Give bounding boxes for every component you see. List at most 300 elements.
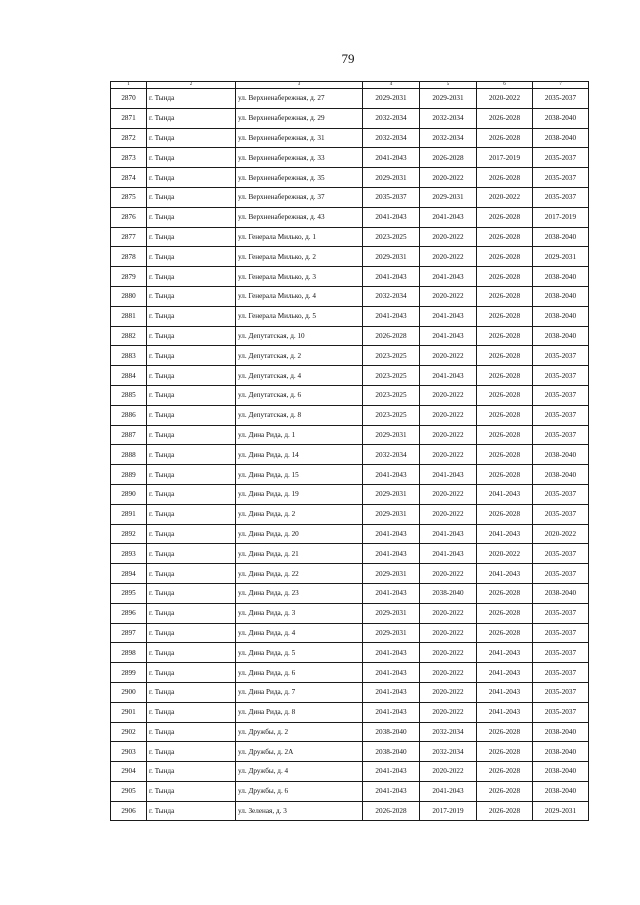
- row-number-cell: 2888: [111, 445, 147, 465]
- period-cell: 2020-2022: [533, 524, 589, 544]
- period-cell: 2020-2022: [420, 385, 477, 405]
- period-cell: 2035-2037: [533, 643, 589, 663]
- period-cell: 2026-2028: [477, 583, 533, 603]
- table-row: [111, 801, 589, 821]
- address-cell: ул. Дина Рида, д. 20: [236, 524, 363, 544]
- address-cell: ул. Генерала Милько, д. 5: [236, 306, 363, 326]
- period-cell: 2023-2025: [363, 346, 420, 366]
- period-cell: 2017-2019: [533, 207, 589, 227]
- period-cell: 2035-2037: [533, 484, 589, 504]
- period-cell: 2041-2043: [420, 326, 477, 346]
- period-cell: 2026-2028: [477, 346, 533, 366]
- row-number-cell: 2893: [111, 544, 147, 564]
- period-cell: 2029-2031: [363, 564, 420, 584]
- period-cell: 2038-2040: [533, 267, 589, 287]
- period-cell: 2029-2031: [533, 247, 589, 267]
- period-cell: 2020-2022: [420, 425, 477, 445]
- period-cell: 2026-2028: [477, 168, 533, 188]
- table-row: [111, 524, 589, 544]
- period-cell: 2026-2028: [477, 762, 533, 782]
- address-cell: ул. Верхненабережная, д. 33: [236, 148, 363, 168]
- row-number-cell: 2876: [111, 207, 147, 227]
- period-cell: 2026-2028: [477, 623, 533, 643]
- column-number-row: [111, 82, 589, 89]
- period-cell: 2038-2040: [420, 583, 477, 603]
- row-number-cell: 2870: [111, 89, 147, 109]
- period-cell: 2029-2031: [363, 484, 420, 504]
- address-cell: ул. Дина Рида, д. 7: [236, 682, 363, 702]
- city-cell: г. Тында: [147, 801, 236, 821]
- address-cell: ул. Дина Рида, д. 8: [236, 702, 363, 722]
- period-cell: 2020-2022: [420, 702, 477, 722]
- period-cell: 2026-2028: [477, 366, 533, 386]
- column-header: 6: [477, 82, 533, 89]
- city-cell: г. Тында: [147, 643, 236, 663]
- period-cell: 2020-2022: [420, 247, 477, 267]
- period-cell: 2032-2034: [420, 742, 477, 762]
- period-cell: 2035-2037: [533, 187, 589, 207]
- address-cell: ул. Дина Рида, д. 22: [236, 564, 363, 584]
- period-cell: 2038-2040: [533, 286, 589, 306]
- period-cell: 2026-2028: [477, 742, 533, 762]
- period-cell: 2029-2031: [420, 187, 477, 207]
- period-cell: 2020-2022: [477, 187, 533, 207]
- row-number-cell: 2896: [111, 603, 147, 623]
- city-cell: г. Тында: [147, 306, 236, 326]
- period-cell: 2041-2043: [420, 366, 477, 386]
- period-cell: 2026-2028: [477, 286, 533, 306]
- address-cell: ул. Депутатская, д. 4: [236, 366, 363, 386]
- period-cell: 2041-2043: [420, 465, 477, 485]
- period-cell: 2026-2028: [477, 722, 533, 742]
- city-cell: г. Тында: [147, 564, 236, 584]
- period-cell: 2026-2028: [477, 326, 533, 346]
- period-cell: 2026-2028: [477, 247, 533, 267]
- period-cell: 2017-2019: [420, 801, 477, 821]
- address-cell: ул. Депутатская, д. 10: [236, 326, 363, 346]
- city-cell: г. Тында: [147, 187, 236, 207]
- period-cell: 2041-2043: [363, 544, 420, 564]
- table-row: [111, 781, 589, 801]
- row-number-cell: 2879: [111, 267, 147, 287]
- city-cell: г. Тында: [147, 326, 236, 346]
- period-cell: 2026-2028: [477, 781, 533, 801]
- city-cell: г. Тында: [147, 583, 236, 603]
- city-cell: г. Тында: [147, 366, 236, 386]
- period-cell: 2029-2031: [533, 801, 589, 821]
- row-number-cell: 2905: [111, 781, 147, 801]
- address-cell: ул. Дина Рида, д. 3: [236, 603, 363, 623]
- city-cell: г. Тында: [147, 762, 236, 782]
- period-cell: 2020-2022: [420, 603, 477, 623]
- period-cell: 2020-2022: [477, 89, 533, 109]
- row-number-cell: 2882: [111, 326, 147, 346]
- row-number-cell: 2878: [111, 247, 147, 267]
- period-cell: 2026-2028: [477, 465, 533, 485]
- city-cell: г. Тында: [147, 148, 236, 168]
- address-cell: ул. Дина Рида, д. 2: [236, 504, 363, 524]
- table-row: [111, 187, 589, 207]
- period-cell: 2017-2019: [477, 148, 533, 168]
- city-cell: г. Тында: [147, 544, 236, 564]
- period-cell: 2035-2037: [533, 366, 589, 386]
- row-number-cell: 2901: [111, 702, 147, 722]
- city-cell: г. Тында: [147, 247, 236, 267]
- period-cell: 2026-2028: [477, 504, 533, 524]
- address-cell: ул. Верхненабережная, д. 35: [236, 168, 363, 188]
- table-row: [111, 207, 589, 227]
- city-cell: г. Тында: [147, 781, 236, 801]
- table-row: [111, 286, 589, 306]
- period-cell: 2041-2043: [420, 306, 477, 326]
- period-cell: 2020-2022: [420, 663, 477, 683]
- period-cell: 2041-2043: [363, 682, 420, 702]
- period-cell: 2020-2022: [420, 623, 477, 643]
- row-number-cell: 2902: [111, 722, 147, 742]
- period-cell: 2020-2022: [420, 286, 477, 306]
- row-number-cell: 2897: [111, 623, 147, 643]
- period-cell: 2038-2040: [533, 583, 589, 603]
- table-row: [111, 702, 589, 722]
- row-number-cell: 2891: [111, 504, 147, 524]
- row-number-cell: 2875: [111, 187, 147, 207]
- table-row: [111, 663, 589, 683]
- address-cell: ул. Депутатская, д. 2: [236, 346, 363, 366]
- period-cell: 2041-2043: [363, 148, 420, 168]
- period-cell: 2026-2028: [477, 227, 533, 247]
- period-cell: 2035-2037: [533, 544, 589, 564]
- row-number-cell: 2906: [111, 801, 147, 821]
- table-row: [111, 603, 589, 623]
- period-cell: 2038-2040: [533, 227, 589, 247]
- city-cell: г. Тында: [147, 484, 236, 504]
- table-row: [111, 326, 589, 346]
- period-cell: 2041-2043: [420, 524, 477, 544]
- address-cell: ул. Депутатская, д. 6: [236, 385, 363, 405]
- address-cell: ул. Депутатская, д. 8: [236, 405, 363, 425]
- table-row: [111, 168, 589, 188]
- address-cell: ул. Дина Рида, д. 4: [236, 623, 363, 643]
- row-number-cell: 2887: [111, 425, 147, 445]
- period-cell: 2035-2037: [533, 603, 589, 623]
- row-number-cell: 2900: [111, 682, 147, 702]
- period-cell: 2041-2043: [363, 663, 420, 683]
- period-cell: 2038-2040: [363, 742, 420, 762]
- period-cell: 2041-2043: [363, 702, 420, 722]
- table-row: [111, 108, 589, 128]
- period-cell: 2035-2037: [533, 702, 589, 722]
- period-cell: 2023-2025: [363, 385, 420, 405]
- table-row: [111, 682, 589, 702]
- address-cell: ул. Верхненабережная, д. 27: [236, 89, 363, 109]
- city-cell: г. Тында: [147, 524, 236, 544]
- table-row: [111, 504, 589, 524]
- period-cell: 2026-2028: [363, 326, 420, 346]
- period-cell: 2029-2031: [363, 504, 420, 524]
- period-cell: 2041-2043: [363, 762, 420, 782]
- period-cell: 2029-2031: [420, 89, 477, 109]
- row-number-cell: 2890: [111, 484, 147, 504]
- period-cell: 2035-2037: [533, 425, 589, 445]
- city-cell: г. Тында: [147, 603, 236, 623]
- period-cell: 2035-2037: [363, 187, 420, 207]
- table-row: [111, 445, 589, 465]
- period-cell: 2038-2040: [533, 781, 589, 801]
- period-cell: 2035-2037: [533, 504, 589, 524]
- address-cell: ул. Генерала Милько, д. 3: [236, 267, 363, 287]
- period-cell: 2026-2028: [477, 801, 533, 821]
- row-number-cell: 2899: [111, 663, 147, 683]
- period-cell: 2032-2034: [363, 128, 420, 148]
- period-cell: 2026-2028: [477, 603, 533, 623]
- period-cell: 2020-2022: [420, 227, 477, 247]
- column-header: 4: [363, 82, 420, 89]
- column-header: 7: [533, 82, 589, 89]
- row-number-cell: 2884: [111, 366, 147, 386]
- period-cell: 2038-2040: [533, 722, 589, 742]
- period-cell: 2035-2037: [533, 168, 589, 188]
- period-cell: 2035-2037: [533, 564, 589, 584]
- period-cell: 2035-2037: [533, 682, 589, 702]
- period-cell: 2026-2028: [477, 306, 533, 326]
- period-cell: 2026-2028: [477, 405, 533, 425]
- address-cell: ул. Дина Рида, д. 21: [236, 544, 363, 564]
- table-row: [111, 484, 589, 504]
- address-cell: ул. Дружбы, д. 2: [236, 722, 363, 742]
- period-cell: 2023-2025: [363, 405, 420, 425]
- period-cell: 2026-2028: [363, 801, 420, 821]
- period-cell: 2035-2037: [533, 663, 589, 683]
- period-cell: 2020-2022: [420, 445, 477, 465]
- period-cell: 2029-2031: [363, 168, 420, 188]
- city-cell: г. Тында: [147, 445, 236, 465]
- table-row: [111, 366, 589, 386]
- city-cell: г. Тында: [147, 465, 236, 485]
- column-header: 3: [236, 82, 363, 89]
- period-cell: 2041-2043: [420, 207, 477, 227]
- period-cell: 2029-2031: [363, 89, 420, 109]
- period-cell: 2041-2043: [363, 306, 420, 326]
- row-number-cell: 2889: [111, 465, 147, 485]
- address-cell: ул. Дина Рида, д. 1: [236, 425, 363, 445]
- table-row: [111, 643, 589, 663]
- address-cell: ул. Верхненабережная, д. 43: [236, 207, 363, 227]
- row-number-cell: 2894: [111, 564, 147, 584]
- period-cell: 2020-2022: [477, 544, 533, 564]
- table-row: [111, 227, 589, 247]
- period-cell: 2038-2040: [533, 465, 589, 485]
- period-cell: 2041-2043: [477, 524, 533, 544]
- row-number-cell: 2877: [111, 227, 147, 247]
- table-row: [111, 405, 589, 425]
- period-cell: 2020-2022: [420, 643, 477, 663]
- table-row: [111, 564, 589, 584]
- period-cell: 2023-2025: [363, 227, 420, 247]
- column-header: 2: [147, 82, 236, 89]
- period-cell: 2038-2040: [533, 445, 589, 465]
- row-number-cell: 2883: [111, 346, 147, 366]
- period-cell: 2041-2043: [363, 583, 420, 603]
- period-cell: 2020-2022: [420, 168, 477, 188]
- period-cell: 2041-2043: [363, 207, 420, 227]
- period-cell: 2041-2043: [363, 781, 420, 801]
- address-cell: ул. Зеленая, д. 3: [236, 801, 363, 821]
- city-cell: г. Тында: [147, 702, 236, 722]
- row-number-cell: 2871: [111, 108, 147, 128]
- period-cell: 2041-2043: [420, 781, 477, 801]
- row-number-cell: 2874: [111, 168, 147, 188]
- city-cell: г. Тында: [147, 89, 236, 109]
- city-cell: г. Тында: [147, 267, 236, 287]
- city-cell: г. Тында: [147, 286, 236, 306]
- table-row: [111, 544, 589, 564]
- city-cell: г. Тында: [147, 128, 236, 148]
- period-cell: 2029-2031: [363, 623, 420, 643]
- table-row: [111, 128, 589, 148]
- table-row: [111, 306, 589, 326]
- city-cell: г. Тында: [147, 405, 236, 425]
- table-row: [111, 762, 589, 782]
- period-cell: 2041-2043: [477, 643, 533, 663]
- period-cell: 2041-2043: [420, 544, 477, 564]
- city-cell: г. Тында: [147, 108, 236, 128]
- row-number-cell: 2885: [111, 385, 147, 405]
- period-cell: 2026-2028: [477, 425, 533, 445]
- row-number-cell: 2880: [111, 286, 147, 306]
- city-cell: г. Тында: [147, 663, 236, 683]
- address-cell: ул. Дина Рида, д. 5: [236, 643, 363, 663]
- period-cell: 2023-2025: [363, 366, 420, 386]
- city-cell: г. Тында: [147, 385, 236, 405]
- address-schedule-table: [110, 81, 589, 821]
- table-row: [111, 742, 589, 762]
- period-cell: 2038-2040: [533, 762, 589, 782]
- address-cell: ул. Дина Рида, д. 23: [236, 583, 363, 603]
- period-cell: 2041-2043: [477, 564, 533, 584]
- address-cell: ул. Дружбы, д. 4: [236, 762, 363, 782]
- period-cell: 2026-2028: [477, 267, 533, 287]
- row-number-cell: 2881: [111, 306, 147, 326]
- table-body: [111, 89, 589, 821]
- address-cell: ул. Дружбы, д. 6: [236, 781, 363, 801]
- table-row: [111, 722, 589, 742]
- city-cell: г. Тында: [147, 623, 236, 643]
- table-row: [111, 465, 589, 485]
- period-cell: 2029-2031: [363, 247, 420, 267]
- address-cell: ул. Верхненабережная, д. 29: [236, 108, 363, 128]
- city-cell: г. Тында: [147, 346, 236, 366]
- address-cell: ул. Генерала Милько, д. 1: [236, 227, 363, 247]
- table-row: [111, 623, 589, 643]
- period-cell: 2035-2037: [533, 346, 589, 366]
- period-cell: 2032-2034: [363, 445, 420, 465]
- period-cell: 2032-2034: [420, 722, 477, 742]
- table-row: [111, 385, 589, 405]
- period-cell: 2029-2031: [363, 425, 420, 445]
- city-cell: г. Тында: [147, 168, 236, 188]
- period-cell: 2038-2040: [533, 742, 589, 762]
- table-row: [111, 247, 589, 267]
- city-cell: г. Тында: [147, 682, 236, 702]
- period-cell: 2020-2022: [420, 564, 477, 584]
- city-cell: г. Тында: [147, 425, 236, 445]
- period-cell: 2029-2031: [363, 603, 420, 623]
- address-cell: ул. Дина Рида, д. 14: [236, 445, 363, 465]
- period-cell: 2026-2028: [420, 148, 477, 168]
- period-cell: 2041-2043: [420, 267, 477, 287]
- period-cell: 2020-2022: [420, 405, 477, 425]
- row-number-cell: 2892: [111, 524, 147, 544]
- address-cell: ул. Верхненабережная, д. 31: [236, 128, 363, 148]
- table-row: [111, 425, 589, 445]
- period-cell: 2041-2043: [477, 702, 533, 722]
- row-number-cell: 2873: [111, 148, 147, 168]
- period-cell: 2032-2034: [420, 128, 477, 148]
- city-cell: г. Тында: [147, 227, 236, 247]
- period-cell: 2032-2034: [420, 108, 477, 128]
- period-cell: 2038-2040: [363, 722, 420, 742]
- city-cell: г. Тында: [147, 504, 236, 524]
- period-cell: 2041-2043: [477, 663, 533, 683]
- period-cell: 2020-2022: [420, 762, 477, 782]
- table-row: [111, 346, 589, 366]
- period-cell: 2035-2037: [533, 623, 589, 643]
- period-cell: 2041-2043: [363, 643, 420, 663]
- city-cell: г. Тында: [147, 722, 236, 742]
- column-header: 5: [420, 82, 477, 89]
- address-cell: ул. Дина Рида, д. 6: [236, 663, 363, 683]
- period-cell: 2041-2043: [477, 484, 533, 504]
- table-row: [111, 267, 589, 287]
- period-cell: 2035-2037: [533, 148, 589, 168]
- table-row: [111, 89, 589, 109]
- table-header: [111, 82, 589, 89]
- period-cell: 2041-2043: [363, 465, 420, 485]
- row-number-cell: 2903: [111, 742, 147, 762]
- address-cell: ул. Дружбы, д. 2А: [236, 742, 363, 762]
- period-cell: 2026-2028: [477, 445, 533, 465]
- period-cell: 2035-2037: [533, 89, 589, 109]
- page-number: 79: [341, 51, 355, 66]
- period-cell: 2041-2043: [363, 524, 420, 544]
- city-cell: г. Тында: [147, 207, 236, 227]
- address-cell: ул. Дина Рида, д. 15: [236, 465, 363, 485]
- period-cell: 2038-2040: [533, 108, 589, 128]
- period-cell: 2035-2037: [533, 405, 589, 425]
- period-cell: 2020-2022: [420, 346, 477, 366]
- period-cell: 2020-2022: [420, 682, 477, 702]
- period-cell: 2026-2028: [477, 207, 533, 227]
- table-row: [111, 583, 589, 603]
- period-cell: 2041-2043: [477, 682, 533, 702]
- period-cell: 2038-2040: [533, 128, 589, 148]
- address-cell: ул. Верхненабережная, д. 37: [236, 187, 363, 207]
- period-cell: 2026-2028: [477, 128, 533, 148]
- address-cell: ул. Генерала Милько, д. 4: [236, 286, 363, 306]
- address-cell: ул. Генерала Милько, д. 2: [236, 247, 363, 267]
- row-number-cell: 2904: [111, 762, 147, 782]
- period-cell: 2020-2022: [420, 484, 477, 504]
- period-cell: 2038-2040: [533, 306, 589, 326]
- city-cell: г. Тында: [147, 742, 236, 762]
- column-header: 1: [111, 82, 147, 89]
- period-cell: 2038-2040: [533, 326, 589, 346]
- period-cell: 2026-2028: [477, 385, 533, 405]
- period-cell: 2026-2028: [477, 108, 533, 128]
- table-row: [111, 148, 589, 168]
- row-number-cell: 2898: [111, 643, 147, 663]
- period-cell: 2032-2034: [363, 286, 420, 306]
